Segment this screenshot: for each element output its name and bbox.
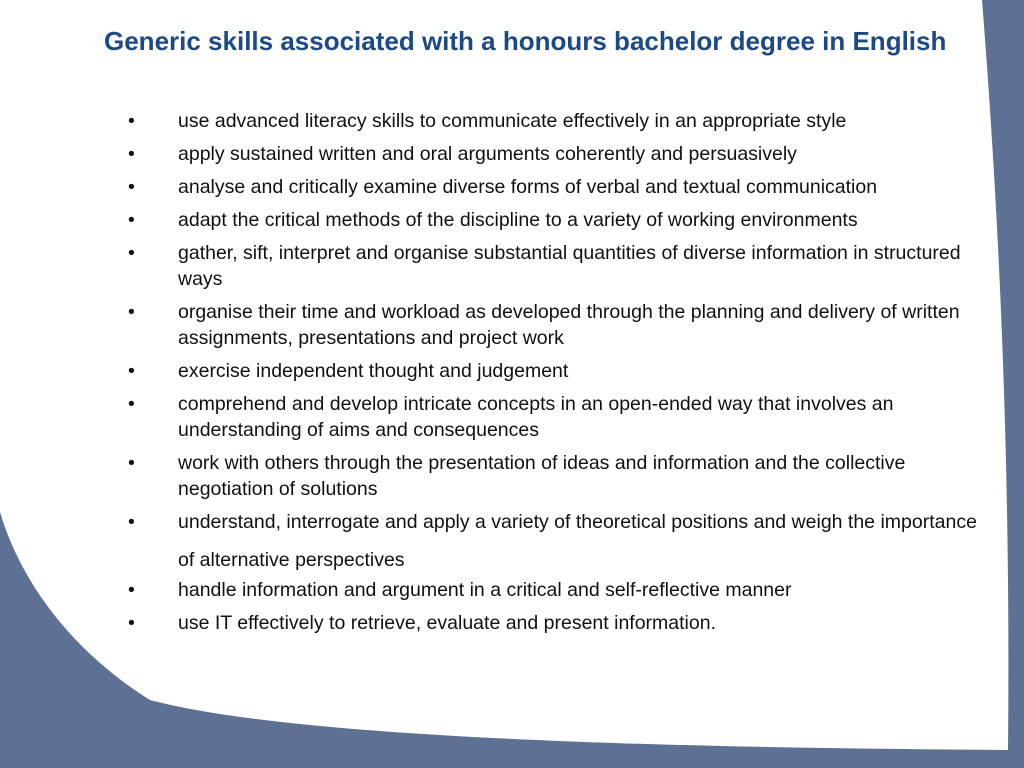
bullet-item xyxy=(128,358,990,384)
bullet-glyph: • xyxy=(128,176,135,198)
bullet-glyph: • xyxy=(128,612,135,634)
bullet-item xyxy=(128,503,990,579)
bullet-text: adapt the critical methods of the discipline to a variety of working environments xyxy=(178,209,858,231)
bullet-glyph: • xyxy=(128,242,135,264)
bullet-item xyxy=(128,391,990,443)
bullet-glyph: • xyxy=(128,579,135,601)
bullet-list xyxy=(128,108,990,643)
bullet-text: exercise independent thought and judgement xyxy=(178,360,569,382)
bullet-item xyxy=(128,108,990,134)
bullet-item xyxy=(128,207,990,233)
bullet-item xyxy=(128,141,990,167)
bullet-text: handle information and argument in a critical and self-reflective manner xyxy=(178,579,792,601)
bullet-item xyxy=(128,577,990,603)
bullet-glyph: • xyxy=(128,209,135,231)
slide-title: Generic skills associated with a honours bachelor degree in English xyxy=(104,26,947,56)
bullet-item xyxy=(128,299,990,351)
bullet-item xyxy=(128,450,990,502)
bullet-text: analyse and critically examine diverse forms of verbal and textual communication xyxy=(178,176,878,198)
bullet-glyph: • xyxy=(128,360,135,382)
bullet-glyph: • xyxy=(128,511,135,533)
bullet-item xyxy=(128,174,990,200)
bullet-glyph: • xyxy=(128,110,135,132)
bullet-text: apply sustained written and oral arguments coherently and persuasively xyxy=(178,143,797,165)
bullet-text: organise their time and workload as developed through the planning and delivery of written assignments, presentations and project work xyxy=(178,301,960,349)
bullet-text: understand, interrogate and apply a variety of theoretical positions and weigh the importance of alternative perspectives xyxy=(178,511,977,571)
bullet-text: use advanced literacy skills to communicate effectively in an appropriate style xyxy=(178,110,847,132)
bullet-text: work with others through the presentation of ideas and information and the collective negotiation of solutions xyxy=(178,452,906,500)
bullet-glyph: • xyxy=(128,393,135,415)
bullet-item xyxy=(128,610,990,636)
bullet-glyph: • xyxy=(128,301,135,323)
bullet-text: comprehend and develop intricate concepts in an open-ended way that involves an understanding of aims and consequences xyxy=(178,393,894,441)
bullet-glyph: • xyxy=(128,452,135,474)
bullet-item xyxy=(128,240,990,292)
bullet-text: gather, sift, interpret and organise substantial quantities of diverse information in structured ways xyxy=(178,242,961,290)
bullet-glyph: • xyxy=(128,143,135,165)
bullet-text: use IT effectively to retrieve, evaluate and present information. xyxy=(178,612,716,634)
